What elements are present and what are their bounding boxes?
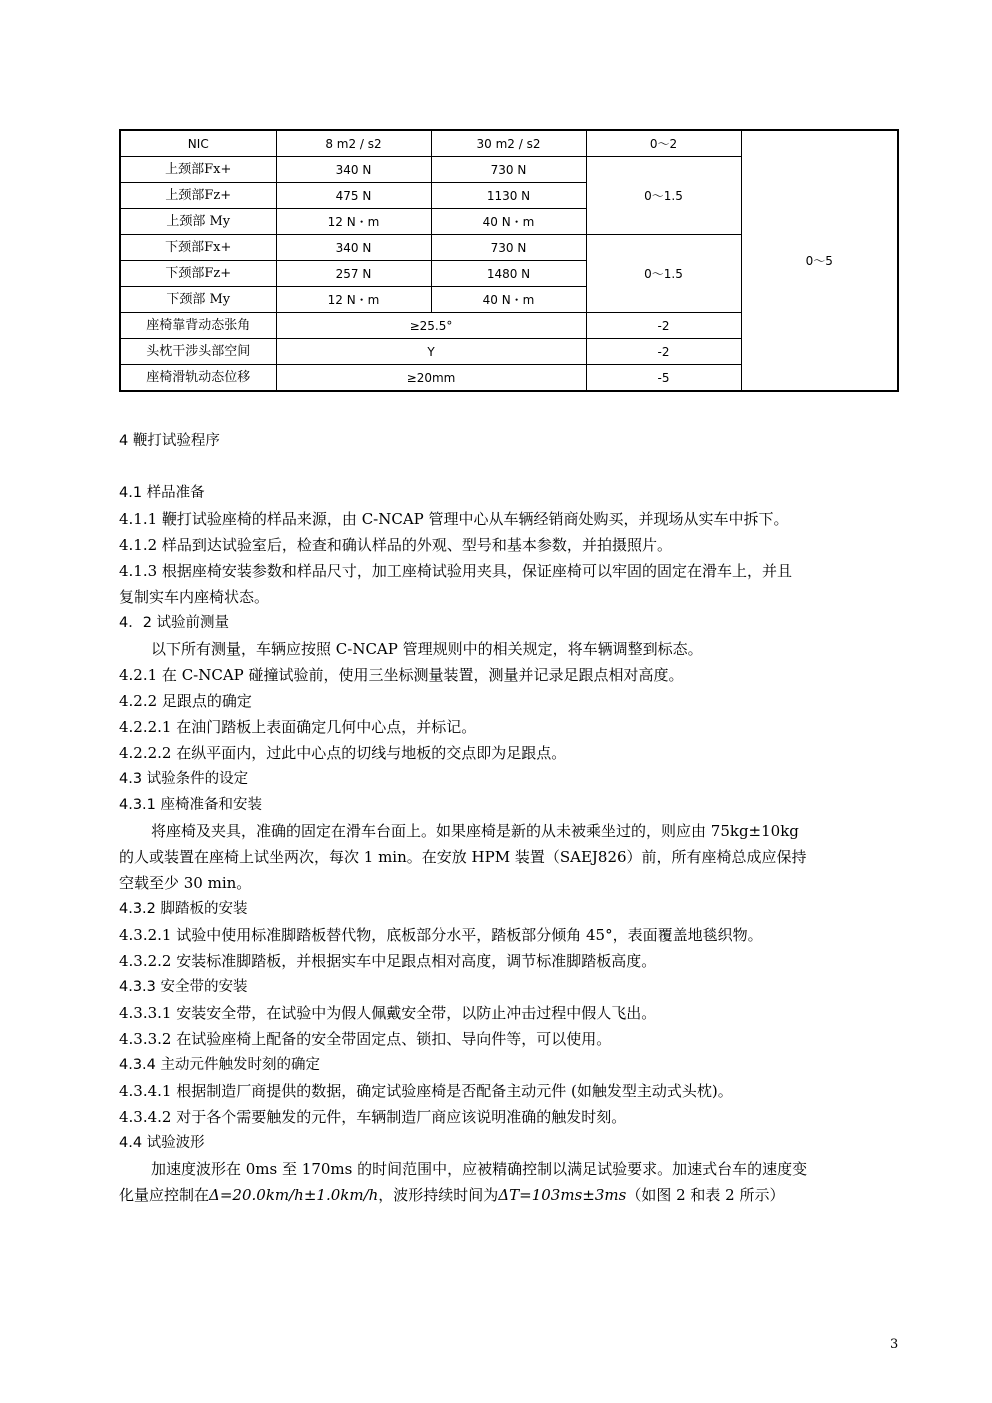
section-heading: 4 鞭打试验程序 [119,433,220,449]
table-cell-item: 头枕干涉头部空间 [120,339,276,365]
subsection-heading: 4.3.2 脚踏板的安装 [119,901,248,917]
table-cell-high: 1480 N [431,261,586,287]
table-cell-low: 12 N・m [276,287,431,313]
table-cell-high: 1130 N [431,183,586,209]
table-cell-item: NIC [120,130,276,157]
table-cell-item: 下颈部Fz+ [120,261,276,287]
paragraph: 4.2.2.1 在油门踏板上表面确定几何中心点，并标记。 [119,718,477,736]
table-cell-range: -5 [586,365,741,392]
table-cell-low: 475 N [276,183,431,209]
table-cell-item: 座椅滑轨动态位移 [120,365,276,392]
table-cell-range: 0～1.5 [586,157,741,235]
paragraph-text: （如图 2 和表 2 所示） [626,1186,785,1204]
table-cell-item: 上颈部Fx+ [120,157,276,183]
subsection-heading: 4.3.1 座椅准备和安装 [119,797,263,813]
subsection-heading: 4.3.3 安全带的安装 [119,979,248,995]
paragraph: 4.3.3.2 在试验座椅上配备的安全带固定点、锁扣、导向件等，可以使用。 [119,1030,612,1048]
paragraph: 4.3.3.1 安装安全带，在试验中为假人佩戴安全带，以防止冲击过程中假人飞出。 [119,1004,657,1022]
subsection-heading: 4.3 试验条件的设定 [119,771,249,787]
table-cell-high: 30 m2 / s2 [431,130,586,157]
table-cell-range: 0～2 [586,130,741,157]
table-cell-item: 座椅靠背动态张角 [120,313,276,339]
velocity-formula: Δ=20.0km/h±1.0km/h [209,1186,379,1204]
subsection-heading: 4.1 样品准备 [119,485,205,501]
table-cell-item: 下颈部 My [120,287,276,313]
paragraph: 复制实车内座椅状态。 [119,588,270,606]
paragraph: 空载至少 30 min。 [119,874,252,892]
table-cell-item: 下颈部Fx+ [120,235,276,261]
subsection-heading: 4．2 试验前测量 [119,615,230,631]
table-cell-range: 0～1.5 [586,235,741,313]
table-cell-total-score: 0～5 [741,130,898,391]
paragraph: 4.3.4.1 根据制造厂商提供的数据，确定试验座椅是否配备主动元件 (如触发型主动式头枕)。 [119,1082,733,1100]
paragraph: 4.2.2 足跟点的确定 [119,692,252,710]
subsection-heading: 4.4 试验波形 [119,1135,205,1151]
paragraph: 4.1.3 根据座椅安装参数和样品尺寸，加工座椅试验用夹具，保证座椅可以牢固的固定在滑车上，并且 [119,562,792,580]
table-cell-merged: ≥20mm [276,365,586,392]
table-cell-range: -2 [586,313,741,339]
paragraph: 4.3.2.2 安装标准脚踏板，并根据实车中足跟点相对高度，调节标准脚踏板高度。 [119,952,657,970]
paragraph: 加速度波形在 0ms 至 170ms 的时间范围中，应被精确控制以满足试验要求。加速式台车的速度变 [151,1160,808,1178]
subsection-heading: 4.3.4 主动元件触发时刻的确定 [119,1057,321,1073]
paragraph-text: 化量应控制在 [119,1186,210,1204]
table-row [120,130,898,157]
paragraph: 4.3.2.1 试验中使用标准脚踏板替代物，底板部分水平，踏板部分倾角 45°，表面覆盖地毯织物。 [119,926,763,944]
page-number: 3 [890,1337,899,1352]
paragraph: 4.2.1 在 C-NCAP 碰撞试验前，使用三坐标测量装置，测量并记录足跟点相对高度。 [119,666,684,684]
table-cell-merged: ≥25.5° [276,313,586,339]
paragraph-with-formula [119,1182,897,1208]
table-cell-high: 40 N・m [431,209,586,235]
table-cell-item: 上颈部 My [120,209,276,235]
paragraph-text: ，波形持续时间为 [378,1186,499,1204]
duration-formula: ΔT=103ms±3ms [498,1186,627,1204]
table-cell-low: 340 N [276,235,431,261]
table-cell-high: 40 N・m [431,287,586,313]
section-4-body [119,428,897,1208]
table-cell-low: 12 N・m [276,209,431,235]
paragraph: 4.1.1 鞭打试验座椅的样品来源，由 C-NCAP 管理中心从车辆经销商处购买，并现场从实车中拆下。 [119,510,789,528]
paragraph: 的人或装置在座椅上试坐两次，每次 1 min。在安放 HPM 装置（SAEJ826）前，所有座椅总成应保持 [119,848,807,866]
paragraph: 以下所有测量，车辆应按照 C-NCAP 管理规则中的相关规定，将车辆调整到标态。 [151,640,703,658]
table-cell-low: 257 N [276,261,431,287]
table-cell-low: 8 m2 / s2 [276,130,431,157]
table-cell-low: 340 N [276,157,431,183]
table-cell-merged: Y [276,339,586,365]
paragraph: 将座椅及夹具，准确的固定在滑车台面上。如果座椅是新的从未被乘坐过的，则应由 75kg±10kg [151,822,799,840]
paragraph: 4.3.4.2 对于各个需要触发的元件，车辆制造厂商应该说明准确的触发时刻。 [119,1108,627,1126]
whiplash-criteria-table [119,129,899,392]
paragraph: 4.2.2.2 在纵平面内，过此中心点的切线与地板的交点即为足跟点。 [119,744,567,762]
paragraph: 4.1.2 样品到达试验室后，检查和确认样品的外观、型号和基本参数，并拍摄照片。 [119,536,672,554]
table-cell-high: 730 N [431,157,586,183]
table-cell-range: -2 [586,339,741,365]
table-cell-high: 730 N [431,235,586,261]
table-cell-item: 上颈部Fz+ [120,183,276,209]
